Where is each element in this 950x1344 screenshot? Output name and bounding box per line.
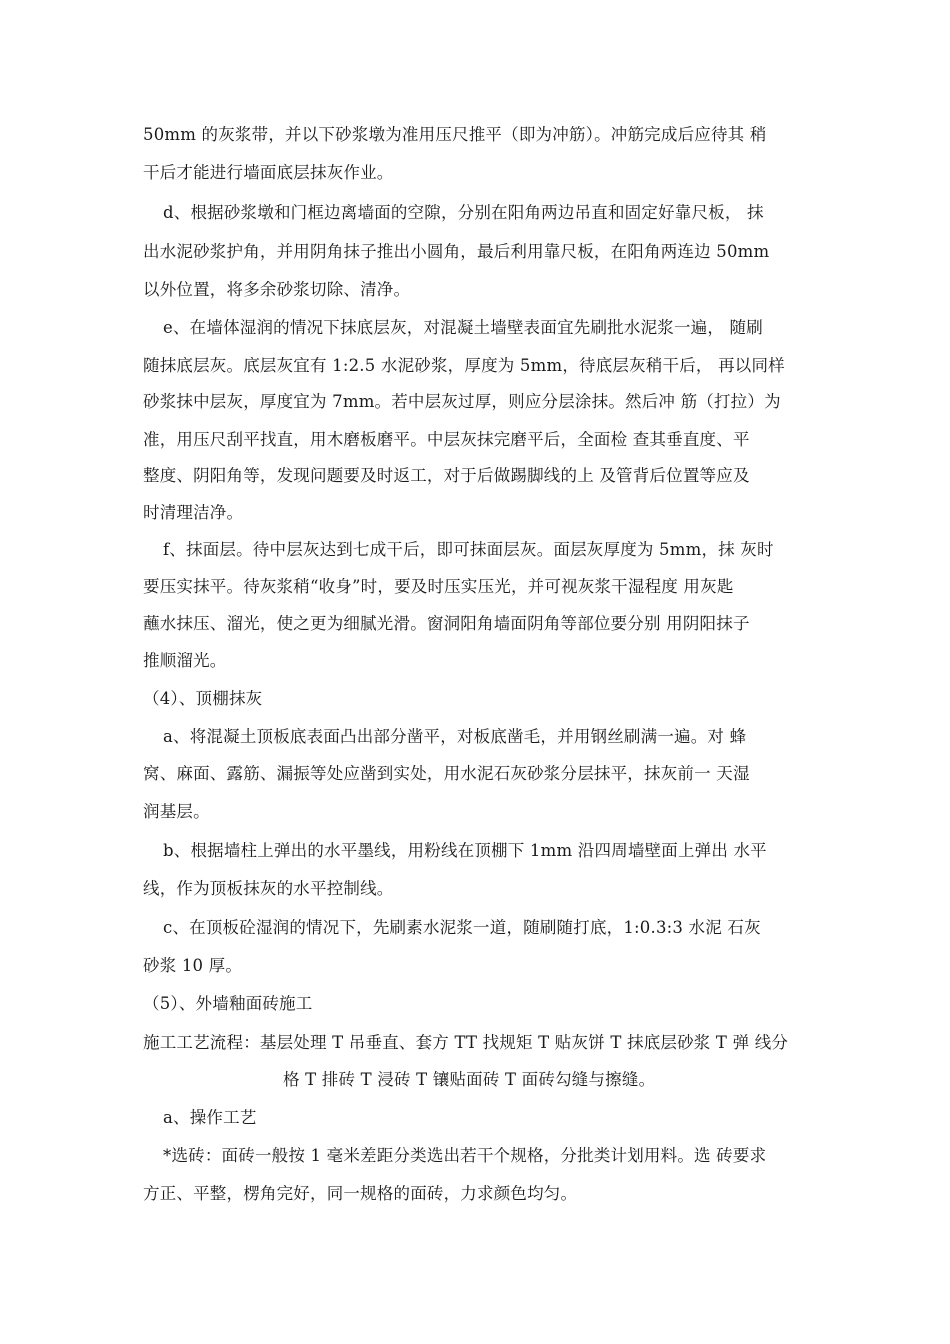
- text-line: d、根据砂浆墩和门框边离墙面的空隙，分别在阳角两边吊直和固定好靠尺板， 抹: [163, 203, 764, 222]
- text-line: a、将混凝土顶板底表面凸出部分凿平，对板底凿毛，并用钢丝刷满一遍。对 蜂: [163, 727, 747, 746]
- text-line: a、操作工艺: [163, 1108, 257, 1127]
- text-line: 方正、平整，楞角完好，同一规格的面砖，力求颜色均匀。: [143, 1184, 578, 1203]
- text-line: 蘸水抹压、溜光，使之更为细腻光滑。窗洞阳角墙面阴角等部位要分别 用阴阳抹子: [143, 614, 750, 633]
- text-line: 干后才能进行墙面底层抹灰作业。: [143, 163, 394, 182]
- text-line: 格 T 排砖 T 浸砖 T 镶贴面砖 T 面砖勾缝与擦缝。: [283, 1070, 656, 1089]
- text-line: 随抹底层灰。底层灰宜有 1:2.5 水泥砂浆，厚度为 5mm，待底层灰稍干后， 再以同样: [143, 356, 785, 375]
- text-line: 润基层。: [143, 802, 210, 821]
- text-line: 50mm 的灰浆带，并以下砂浆墩为准用压尺推平（即为冲筋）。冲筋完成后应待其 稍: [143, 125, 767, 144]
- text-line: 推顺溜光。: [143, 651, 227, 670]
- section-heading: （4）、顶棚抹灰: [143, 689, 263, 708]
- text-line: 窝、麻面、露筋、漏振等处应凿到实处，用水泥石灰砂浆分层抹平，抹灰前一 天湿: [143, 764, 750, 783]
- text-line: 时清理洁净。: [143, 503, 244, 522]
- text-line: 出水泥砂浆护角，并用阴角抹子推出小圆角，最后利用靠尺板，在阳角两连边 50mm: [143, 242, 770, 261]
- text-line: 以外位置，将多余砂浆切除、清净。: [143, 280, 411, 299]
- text-line: 整度、阴阳角等，发现问题要及时返工，对于后做踢脚线的上 及管背后位置等应及: [143, 466, 750, 485]
- text-line: 准，用压尺刮平找直，用木磨板磨平。中层灰抹完磨平后，全面检 查其垂直度、平: [143, 430, 750, 449]
- text-line: 要压实抹平。待灰浆稍“收身”时，要及时压实压光，并可视灰浆干湿程度 用灰匙: [143, 577, 734, 596]
- text-line: c、在顶板砼湿润的情况下，先刷素水泥浆一道，随刷随打底，1:0.3:3 水泥 石灰: [163, 918, 761, 937]
- section-heading: （5）、外墙釉面砖施工: [143, 994, 313, 1013]
- text-line: f、抹面层。待中层灰达到七成干后，即可抹面层灰。面层灰厚度为 5mm，抹 灰时: [163, 540, 774, 559]
- text-line: 施工工艺流程：基层处理 T 吊垂直、套方 TT 找规矩 T 贴灰饼 T 抹底层砂浆 T 弹 线分: [143, 1033, 789, 1052]
- text-line: *选砖：面砖一般按 1 毫米差距分类选出若干个规格，分批类计划用料。选 砖要求: [163, 1146, 767, 1165]
- text-line: b、根据墙柱上弹出的水平墨线，用粉线在顶棚下 1mm 沿四周墙壁面上弹出 水平: [163, 841, 767, 860]
- text-line: e、在墙体湿润的情况下抹底层灰，对混凝土墙壁表面宜先刷批水泥浆一遍， 随刷: [163, 318, 763, 337]
- text-line: 线，作为顶板抹灰的水平控制线。: [143, 879, 394, 898]
- text-line: 砂浆抹中层灰，厚度宜为 7mm。若中层灰过厚，则应分层涂抹。然后冲 筋（打拉）为: [143, 392, 781, 411]
- text-line: 砂浆 10 厚。: [143, 956, 243, 975]
